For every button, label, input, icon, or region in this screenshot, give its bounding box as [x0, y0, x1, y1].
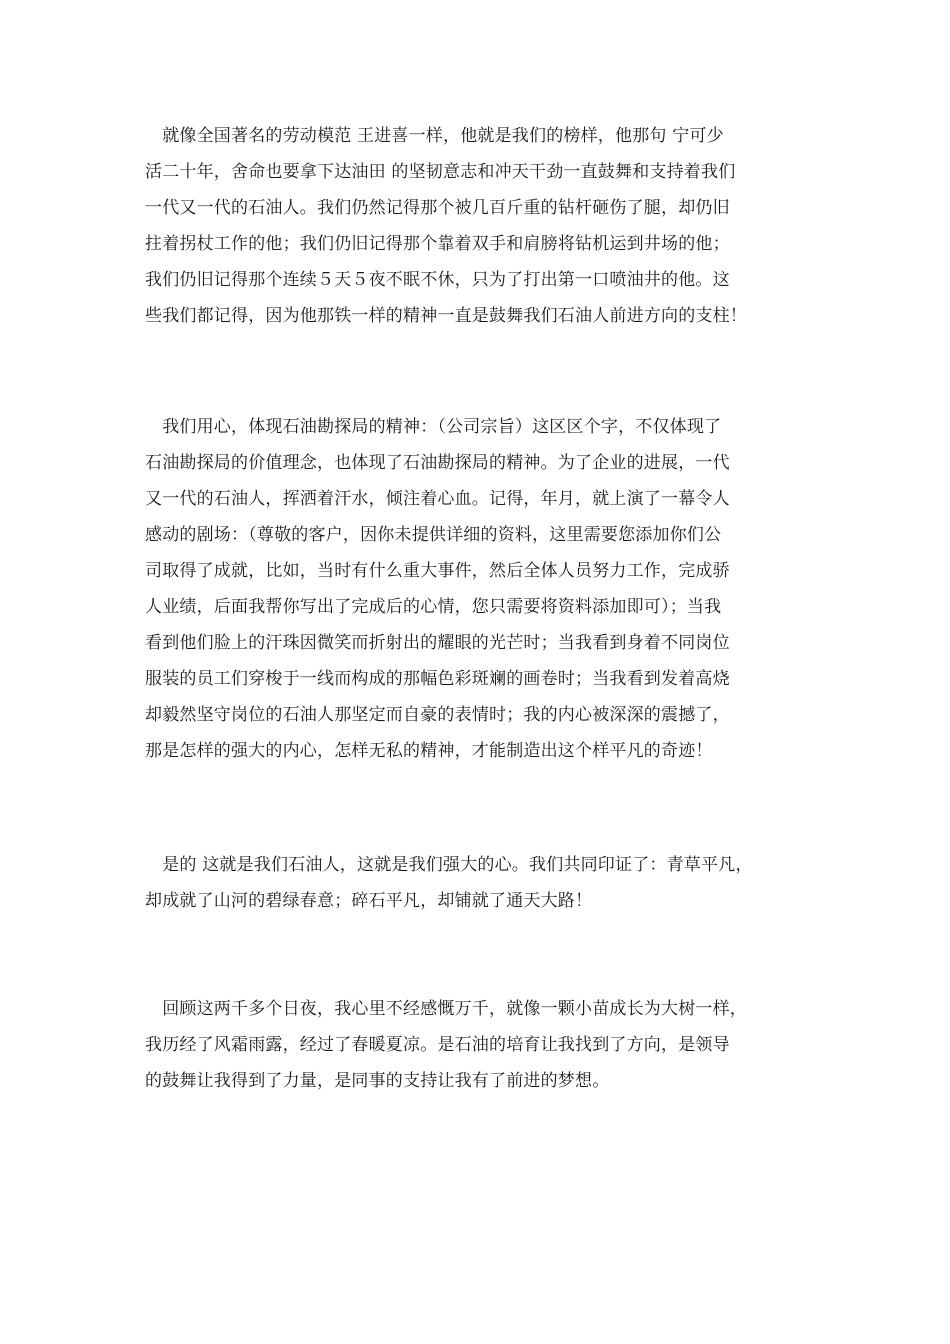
text-line: 我历经了风霜雨露，经过了春暖夏凉。是石油的培育让我找到了方向，是领导 — [145, 1035, 730, 1055]
text-line: 石油勘探局的价值理念，也体现了石油勘探局的精神。为了企业的进展，一代 — [145, 453, 730, 473]
text-line: 那是怎样的强大的内心，怎样无私的精神，才能制造出这个样平凡的奇迹！ — [145, 741, 713, 761]
text-line: 我们用心，体现石油勘探局的精神：（公司宗旨）这区区个字，不仅体现了 — [145, 417, 722, 437]
text-line: 感动的剧场：（尊敬的客户，因你未提供详细的资料，这里需要您添加你们公 — [145, 525, 722, 545]
paragraph-company-spirit — [145, 409, 825, 769]
text-line: 司取得了成就，比如，当时有什么重大事件，然后全体人员努力工作，完成骄 — [145, 561, 730, 581]
text-line: 又一代的石油人，挥洒着汗水，倾注着心血。记得，年月，就上演了一幕令人 — [145, 489, 730, 509]
text-line: 的鼓舞让我得到了力量，是同事的支持让我有了前进的梦想。 — [145, 1071, 610, 1091]
paragraph-oil-people-heart — [145, 847, 825, 919]
paragraph-reflection — [145, 991, 825, 1099]
text-line: 却毅然坚守岗位的石油人那坚定而自豪的表情时；我的内心被深深的震撼了， — [145, 705, 730, 725]
text-line: 是的 这就是我们石油人，这就是我们强大的心。我们共同印证了：青草平凡， — [145, 855, 753, 875]
text-line: 回顾这两千多个日夜，我心里不经感慨万千，就像一颗小苗成长为大树一样， — [145, 999, 747, 1019]
text-line: 些我们都记得，因为他那铁一样的精神一直是鼓舞我们石油人前进方向的支柱！ — [145, 306, 747, 326]
paragraph-wang-jinxi — [145, 118, 825, 334]
text-line: 看到他们脸上的汗珠因微笑而折射出的耀眼的光芒时；当我看到身着不同岗位 — [145, 633, 730, 653]
text-line: 活二十年，舍命也要拿下达油田 的坚韧意志和冲天干劲一直鼓舞和支持着我们 — [145, 162, 736, 182]
text-line: 拄着拐杖工作的他；我们仍旧记得那个靠着双手和肩膀将钻机运到井场的他； — [145, 234, 730, 254]
text-line: 就像全国著名的劳动模范 王进喜一样，他就是我们的榜样，他那句 宁可少 — [145, 126, 724, 146]
text-line: 我们仍旧记得那个连续５天５夜不眠不休，只为了打出第一口喷油井的他。这 — [145, 270, 730, 290]
text-line: 服装的员工们穿梭于一线而构成的那幅色彩斑斓的画卷时；当我看到发着高烧 — [145, 669, 730, 689]
text-line: 一代又一代的石油人。我们仍然记得那个被几百斤重的钻杆砸伤了腿，却仍旧 — [145, 198, 730, 218]
text-line: 却成就了山河的碧绿春意；碎石平凡，却铺就了通天大路！ — [145, 891, 593, 911]
text-line: 人业绩，后面我帮你写出了完成后的心情，您只需要将资料添加即可）；当我 — [145, 597, 722, 617]
